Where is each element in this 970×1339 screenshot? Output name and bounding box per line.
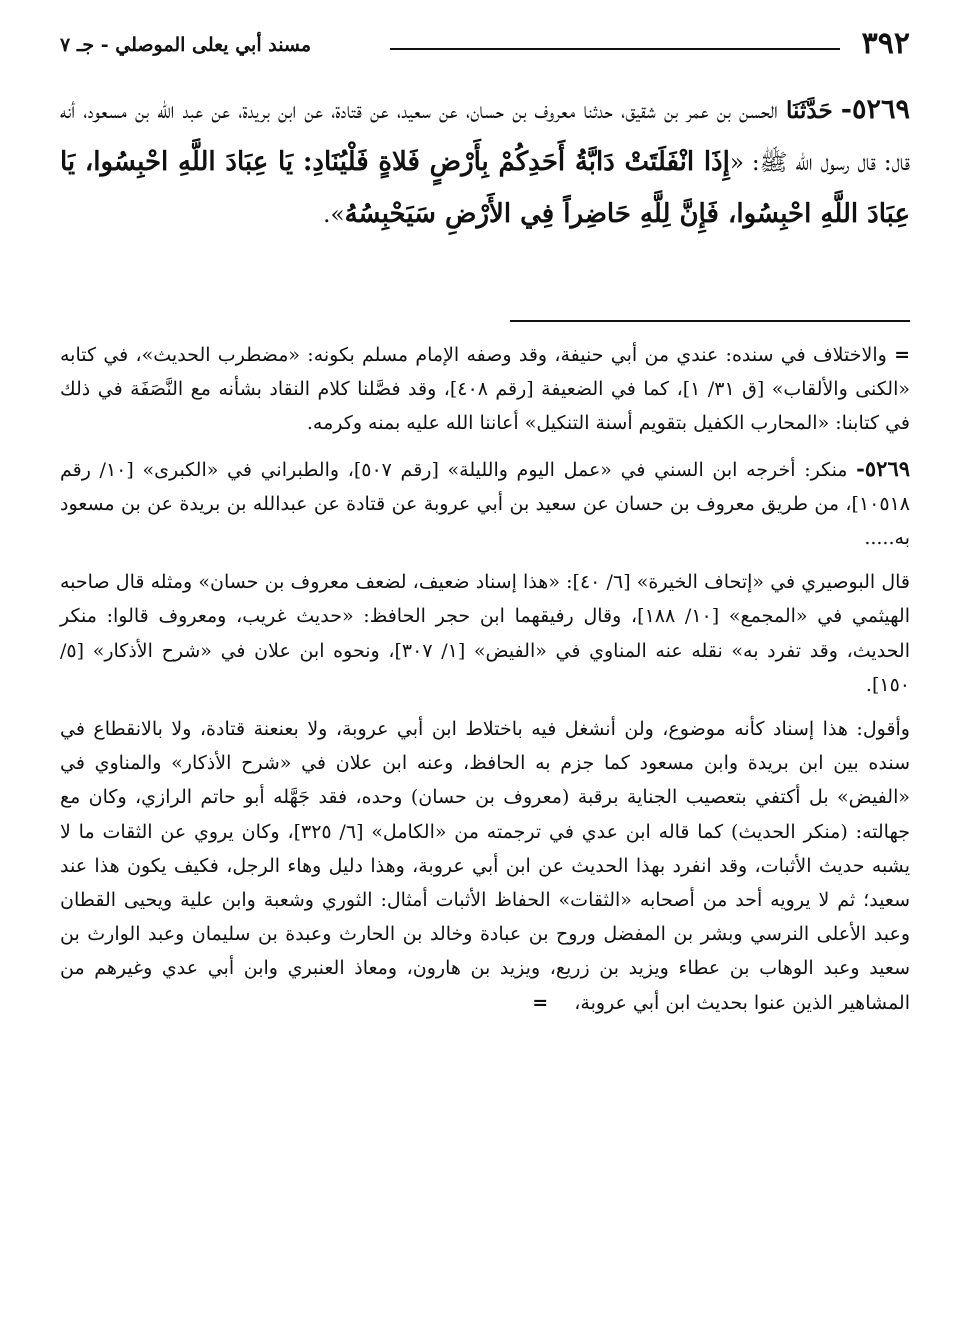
footnote-text-1: منكر: أخرجه ابن السني في «عمل اليوم والليلة» [رقم ٥٠٧]، والطبراني في «الكبرى» [١٠/ رقم ١٠٥١٨]، من طريق معروف بن حسان عن سعيد بن أبي عروبة عن قتادة عن عبدالله بن بريدة عن بن مسعود به..... — [60, 458, 910, 550]
footnote-paragraph-2 — [60, 565, 910, 702]
hadith-close: ». — [323, 202, 345, 228]
running-title: مسند أبي يعلى الموصلي - جـ ٧ — [60, 34, 312, 56]
hadith-paragraph — [60, 84, 910, 241]
continuation-mark: = — [894, 344, 910, 366]
footnote-number: ٥٢٦٩- — [856, 455, 911, 481]
hadith-chain: الحسن بن عمر بن شقيق، حدثنا معروف بن حسان، عن سعيد، عن قتادة، عن ابن بريدة، عن عبد الله بن مسعود، أنه قال: قال رسول الله ﷺ: « — [60, 98, 910, 176]
page-header — [60, 26, 910, 66]
hadith-number: ٥٢٦٩ — [851, 94, 910, 125]
footnote-divider — [510, 320, 910, 322]
hadith-dash: - — [840, 94, 852, 125]
footnotes — [60, 338, 910, 1030]
hadith-matn: إِذَا انْفَلَتَتْ دَابَّةُ أَحَدِكُمْ بِأَرْضٍ فَلاةٍ فَلْيُنَادِ: يَا عِبَادَ اللَّهِ احْبِسُوا، يَا عِبَادَ اللَّهِ احْبِسُوا، فَإِنَّ لِلَّهِ حَاضِراً فِي الأَرْضِ سَيَحْبِسُهُ — [60, 147, 910, 229]
hadith-opening: حَدَّثَنَا — [786, 97, 833, 124]
hadith-text — [60, 84, 910, 241]
page-number: ٣٩٢ — [861, 26, 910, 61]
footnote-text-3: وأقول: هذا إسناد كأنه موضوع، ولن أنشغل فيه باختلاط ابن أبي عروبة، ولا بعنعنة قتادة، ولا بالانقطاع في سنده بين ابن بريدة وابن مسعود كما جزم به الحافظ، وعنه ابن علان في «شرح الأذكار» والمناوي في «الفيض» بل أكتفي بتعصيب الجناية برقبة (معروف بن حسان) وحده، فقد جَهَّله أبو حاتم الرازي، وكان مع جهالته: (منكر الحديث) كما قاله ابن عدي في ترجمته من «الكامل» [٦/ ٣٢٥]، وكان يروي عن الثقات ما لا يشبه حديث الأثبات، وقد انفرد بهذا الحديث عن ابن أبي عروبة، وهذا دليل وهاء الرجل، فكيف يكون هذا عند سعيد؛ ثم لا يرويه أحد من أصحابه «الثقات» الحفاظ الأثبات أمثال: الثوري وشعبة وابن علية ويحيى القطان وعبد الأعلى النرسي وبشر بن المفضل وروح بن عبادة وخالد بن الحارث وعبدة بن سليمان وعبد الوارث بن سعيد وعبد الوهاب بن عطاء ويزيد بن زريع، ويزيد بن هارون، ومعاذ العنبري وابن أبي عدي وغيرهم من المشاهير الذين عنوا بحديث ابن أبي عروبة، — [60, 718, 910, 1014]
footnote-5269 — [60, 452, 910, 556]
header-rule — [390, 48, 840, 50]
footnote-paragraph-3 — [60, 712, 910, 1020]
continues-mark: = — [532, 991, 549, 1014]
footnote-continuation — [60, 338, 910, 441]
continuation-text: والاختلاف في سنده: عندي من أبي حنيفة، وقد وصفه الإمام مسلم بكونه: «مضطرب الحديث»، في كتابه «الكنى والألقاب» [ق ٣١/ ١]، كما في الضعيفة [رقم ٤٠٨]، وقد فصَّلنا كلام النقاد بشأنه مع النَّصَفَة في ذلك في كتابنا: «المحارب الكفيل بتقويم أسنة التنكيل» أعاننا الله عليه بمنه وكرمه. — [60, 344, 910, 435]
footnote-text-2: قال البوصيري في «إتحاف الخيرة» [٦/ ٤٠]: «هذا إسناد ضعيف، لضعف معروف بن حسان» ومثله قال صاحبه الهيثمي في «المجمع» [١٠/ ١٨٨]، وقال رفيقهما ابن حجر الحافظ: «حديث غريب، ومعروف قالوا: منكر الحديث، وقد تفرد به» نقله عنه المناوي في «الفيض» [١/ ٣٠٧]، ونحوه ابن علان في «شرح الأذكار» [٥/ ١٥٠]. — [60, 571, 910, 696]
